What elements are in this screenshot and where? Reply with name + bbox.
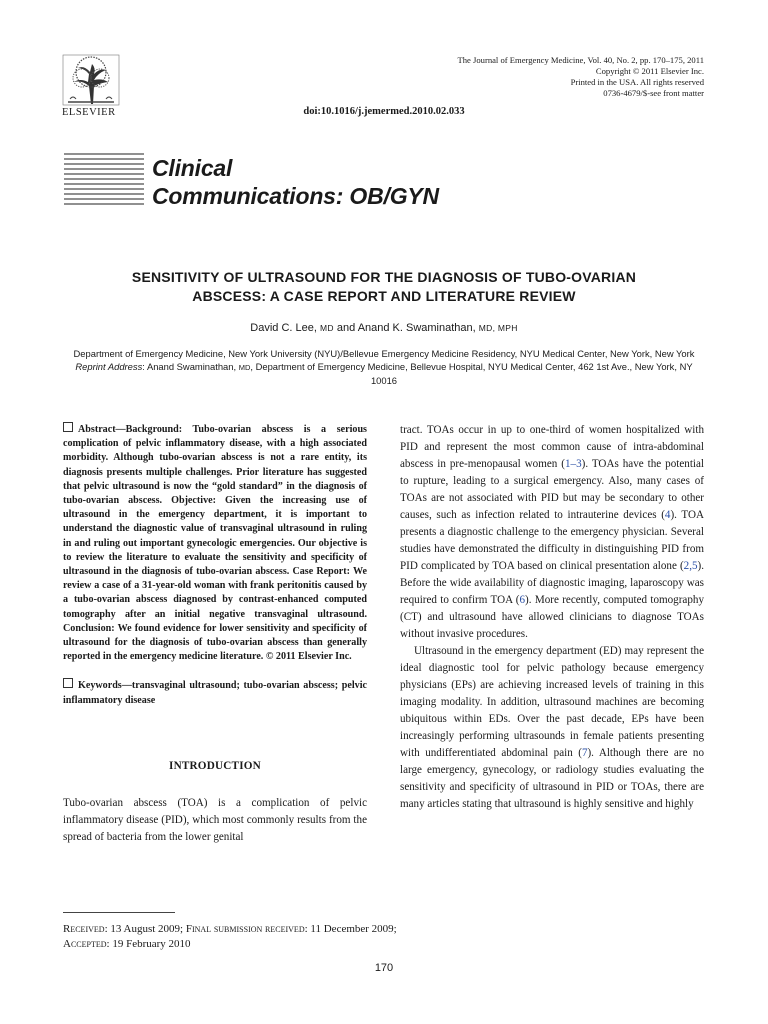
body-text: tract. TOAs occur in up to one-third of women hospitalized with PID and represent the most common cause of intra-abdominal abscess in pre-menopausal women ( [400,424,704,470]
body-text: ). Before the wide availability of diagnostic imaging, laparoscopy was required to confirm TOA ( [400,560,704,606]
citation-link[interactable]: 1–3 [564,458,582,470]
horizontal-rules-icon [64,153,144,209]
copyright-line: Copyright © 2011 Elsevier Inc. [595,66,704,76]
final-submission-label: Final submission received [185,923,305,935]
citation-link[interactable]: 2,5 [683,560,698,572]
abstract-text: Abstract—Background: Tubo-ovarian abscess is a serious complication of pelvic inflammatory disease, with a high associated morbidity. Although tubo-ovarian abscess is not a rare entity, its diagnosis presents multiple challenges. Prior literature has suggested that pelvic ultrasound is now the “gold standard” in the diagnosis of tubo-ovarian abscess. Objective: Given the increasing use of ultrasound in the emergency department, it is important to understand the diagnostic value of transvaginal ultrasound in ruling in and ruling out important gynecologic emergencies. Our objective is to review the literature to evaluate the sensitivity and specificity of ultrasound in the diagnosis of tubo-ovarian abscess. Case Report: We review a case of a 31-year-old woman with frank peritonitis caused by a tubo-ovarian abscess diagnosed by contrast-enhanced computed tomography after an initial negative transvaginal ultrasound. Conclusion: We found evidence for lower sensitivity and specificity of ultrasound for the diagnosis of tubo-ovarian abscess than generally reported in the emergency medicine literature. © 2011 Elsevier Inc. [63,424,367,663]
publisher-name: ELSEVIER [62,107,116,118]
author-conjunction: and [336,322,356,334]
citation-link[interactable]: 6 [519,594,526,606]
author-name: Anand K. Swaminathan, [357,322,476,334]
affiliation-block [62,347,706,387]
author-name: David C. Lee, [250,322,317,334]
reprint-address-text: , Department of Emergency Medicine, Bellevue Hospital, NYU Medical Center, 462 1st Ave., New York, NY 10016 [250,361,693,386]
reprint-address [62,360,706,387]
article-title-line2: ABSCESS: A CASE REPORT AND LITERATURE REVIEW [192,288,576,304]
article-title [60,268,708,306]
section-title-line1: Clinical [152,155,233,181]
body-text: ). TOA presents a diagnostic challenge to the emergency physician. Several studies have demonstrated the difficulty in distinguishing PID from PID complicated by TOA based on clinical presentation alone ( [400,509,704,572]
body-text: Ultrasound in the emergency department (ED) may represent the ideal diagnostic tool for pelvic pathology because emergency physicians (EPs) are achieving increased levels of training in this imaging modality. In addition, ultrasound machines are becoming ubiquitous within EDs. Over the past decade, EPs have been increasingly performing ultrasounds in female patients presenting with undifferentiated abdominal pain ( [400,645,704,759]
journal-volume-line: The Journal of Emergency Medicine, Vol. 40, No. 2, pp. 170–175, 2011 [457,55,704,65]
right-column [400,422,704,813]
page-number: 170 [374,962,394,974]
reprint-degree: MD [238,363,251,372]
body-text: ). Although there are no large emergency, gynecology, or radiology studies evaluating the sensitivity and specificity of ultrasound in PID or TOAs, there are many articles stating that ultrasound is highly sensitive and highly [400,747,704,810]
footnote-divider [63,912,175,913]
keywords-text: Keywords—transvaginal ultrasound; tubo-ovarian abscess; pelvic inflammatory disease [63,680,367,706]
final-submission-date: : 11 December 2009; [304,923,397,935]
author-degree: MD, MPH [478,323,518,333]
doi-link[interactable]: doi:10.1016/j.jemermed.2010.02.033 [303,106,465,117]
received-date: : 13 August 2009; [104,923,184,935]
section-title-line2: Communications: OB/GYN [152,183,439,209]
introduction-text: Tubo-ovarian abscess (TOA) is a complication of pelvic inflammatory disease (PID), which most commonly results from the spread of bacteria from the lower genital [63,796,367,843]
issn-line: 0736-4679/$-see front matter [603,88,704,98]
reprint-name: : Anand Swaminathan, [142,361,237,372]
body-text: ). More recently, computed tomography (CT) and ultrasound have allowed clinicians to diagnose TOAs without invasive procedures. [400,594,704,640]
citation-link[interactable]: 4 [664,509,671,521]
accepted-line [63,937,397,952]
article-dates [63,922,397,952]
author-line [0,322,768,334]
abstract [63,422,367,664]
citation-link[interactable]: 7 [581,747,588,759]
reprint-label: Reprint Address [75,361,143,372]
body-text: ). TOAs have the potential to rupture, leading to a surgical emergency. Also, many cases of TOAs are not associated with PID but may be secondary to other causes, such as infection related to intrauterine devices ( [400,458,704,521]
section-title [152,154,439,210]
author-degree: MD [319,323,334,333]
accepted-date: : 19 February 2010 [106,938,191,950]
left-column [63,422,367,846]
printed-line: Printed in the USA. All rights reserved [570,77,704,87]
keywords [63,678,367,707]
introduction-heading: INTRODUCTION [169,759,261,772]
checkbox-square-icon [63,678,73,688]
accepted-label: Accepted [63,938,107,950]
affiliation-text: Department of Emergency Medicine, New York University (NYU)/Bellevue Emergency Medicine Residency, NYU Medical Center, New York, New York [73,348,695,359]
journal-citation [458,55,704,99]
checkbox-square-icon [63,422,73,432]
received-label: Received [63,923,105,935]
article-title-line1: SENSITIVITY OF ULTRASOUND FOR THE DIAGNOSIS OF TUBO-OVARIAN [131,269,637,285]
received-line [63,922,397,937]
body-paragraph [400,643,704,813]
body-paragraph [400,422,704,643]
